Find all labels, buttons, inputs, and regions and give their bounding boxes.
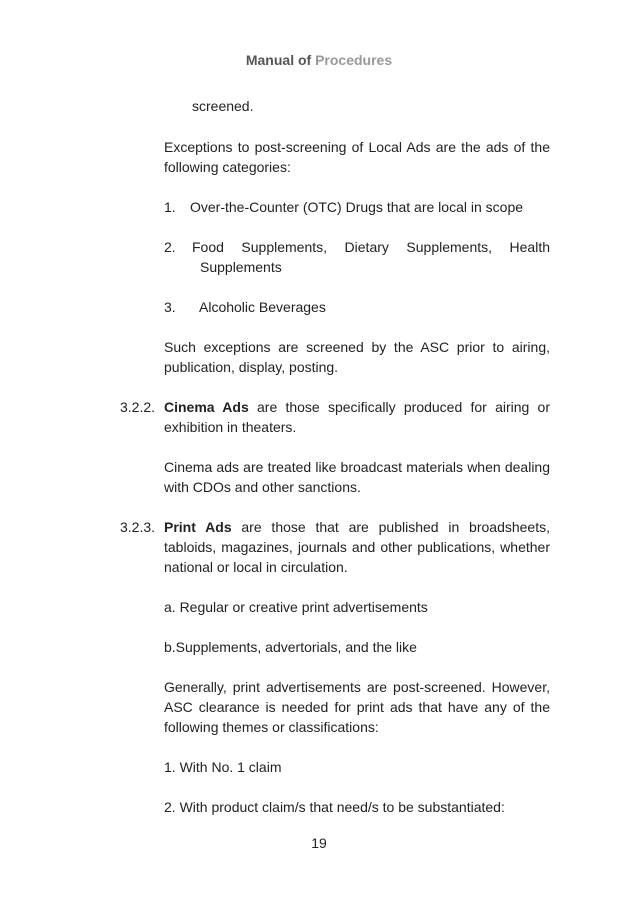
list-text-line2: Supplements [200,259,282,275]
exception-item-1 [164,197,550,217]
screened-text: screened. [192,98,254,114]
section-323-text: Print Ads are those that are published in broadsheets, tabloids, magazines, journals and other publications, whether national or local in circulation. [164,519,550,575]
generally-text: Generally, print advertisements are post-screened. However, ASC clearance is needed for print ads that have any of the following themes or classifications: [164,679,550,735]
header-title-part2: Procedures [315,52,393,68]
exceptions-intro: Exceptions to post-screening of Local Ads are the ads of the following categories: [164,139,550,175]
list-number: 3. [164,299,176,315]
term-print-ads: Print Ads [164,519,232,535]
exception-item-2 [164,237,550,277]
list-number: 1. [164,199,176,215]
section-number-323: 3.2.3. [120,519,156,535]
list-text: Over-the-Counter (OTC) Drugs that are local in scope [190,199,524,215]
header-title-part1: Manual of [245,52,312,68]
page-header [0,52,638,68]
print-theme-1: 1. With No. 1 claim [164,759,282,775]
exceptions-note: Such exceptions are screened by the ASC prior to airing, publication, display, posting. [164,339,550,375]
page-number: 19 [311,835,327,851]
list-number: 2. [164,239,176,255]
cinema-note: Cinema ads are treated like broadcast materials when dealing with CDOs and other sanctions. [164,459,550,495]
section-number-322: 3.2.2. [120,399,156,415]
print-item-a: a. Regular or creative print advertisements [164,599,428,615]
print-item-b: b.Supplements, advertorials, and the like [164,639,417,655]
print-theme-2: 2. With product claim/s that need/s to be substantiated: [164,799,505,815]
exception-item-3 [164,297,550,317]
section-322-text: Cinema Ads are those specifically produced for airing or exhibition in theaters. [164,399,551,435]
term-cinema-ads: Cinema Ads [164,399,249,415]
list-text: Alcoholic Beverages [199,299,326,315]
list-text-line1: Food Supplements, Dietary Supplements, Health [192,239,550,255]
